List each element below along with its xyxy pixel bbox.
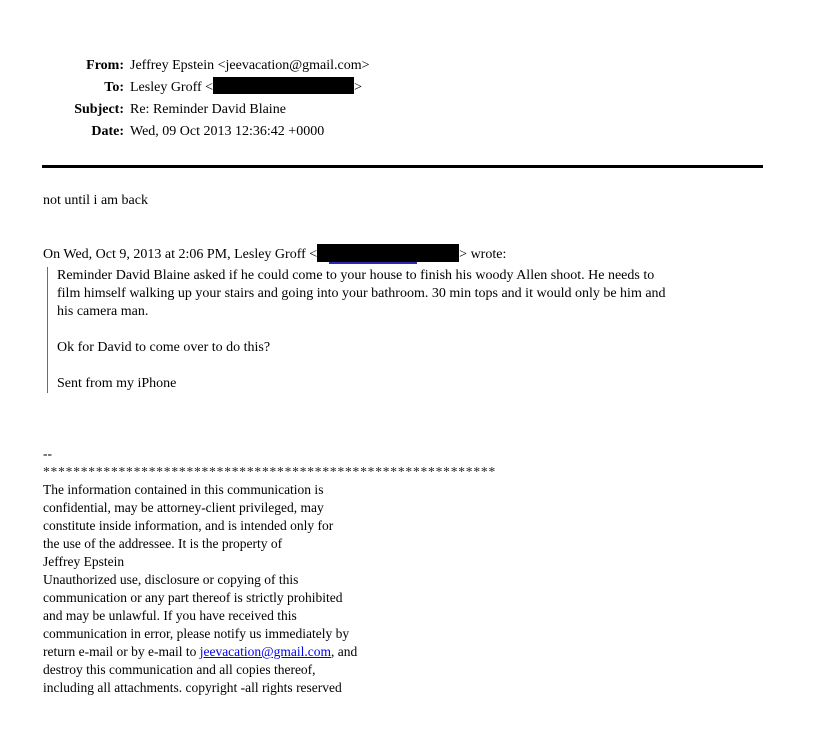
quote-attribution-after: > wrote: [459, 247, 507, 262]
disclaimer-link-after: , and [330, 644, 358, 659]
email-header [43, 55, 772, 143]
from-value: Jeffrey Epstein <jeevacation@gmail.com> [130, 58, 370, 73]
quoted-signature: Sent from my iPhone [57, 376, 177, 391]
to-value-prefix: Lesley Groff < [130, 80, 214, 95]
quoted-paragraph: Ok for David to come over to do this? [57, 340, 271, 355]
quote-attribution-line [43, 244, 772, 264]
disclaimer-line: constitute inside information, and is intended only for [43, 518, 334, 533]
date-value: Wed, 09 Oct 2013 12:36:42 +0000 [130, 124, 325, 139]
disclaimer-line: destroy this communication and all copies thereof, [43, 662, 316, 677]
from-label: From: [86, 58, 124, 73]
disclaimer-line: communication in error, please notify us immediately by [43, 626, 350, 641]
quote-attribution-before: On Wed, Oct 9, 2013 at 2:06 PM, Lesley Groff < [43, 247, 318, 262]
header-row-date [43, 121, 772, 143]
to-value-suffix: > [354, 80, 362, 95]
asterisk-divider: ************************************************************ [43, 464, 496, 479]
disclaimer-line: communication or any part thereof is strictly prohibited [43, 590, 343, 605]
quoted-line: film himself walking up your stairs and going into your bathroom. 30 min tops and it would only be him and [57, 286, 666, 301]
disclaimer-line: Unauthorized use, disclosure or copying of this [43, 572, 299, 587]
header-row-from [43, 55, 772, 77]
redaction-bar [213, 77, 354, 94]
email-link[interactable]: jeevacation@gmail.com [199, 644, 331, 659]
disclaimer-line: confidential, may be attorney-client privileged, may [43, 500, 324, 515]
header-row-subject [43, 99, 772, 121]
quoted-message [47, 267, 772, 393]
disclaimer-line: The information contained in this communication is [43, 482, 324, 497]
header-divider [42, 165, 763, 168]
subject-label: Subject: [74, 102, 124, 117]
disclaimer-line: Jeffrey Epstein [43, 554, 125, 569]
quoted-paragraph [57, 267, 772, 321]
date-label: Date: [91, 124, 124, 139]
reply-text: not until i am back [43, 193, 148, 208]
quoted-line: his camera man. [57, 304, 149, 319]
disclaimer-link-before: return e-mail or by e-mail to [43, 644, 200, 659]
signature-separator: -- [43, 446, 52, 461]
redaction-bar [317, 244, 459, 262]
to-label: To: [104, 80, 124, 95]
subject-value: Re: Reminder David Blaine [130, 102, 286, 117]
disclaimer-line: including all attachments. copyright -all rights reserved [43, 680, 342, 695]
disclaimer-line: and may be unlawful. If you have received this [43, 608, 297, 623]
disclaimer-line: the use of the addressee. It is the property of [43, 536, 283, 551]
disclaimer-footer [43, 445, 772, 697]
quoted-line: Reminder David Blaine asked if he could come to your house to finish his woody Allen shoot. He needs to [57, 268, 655, 283]
redacted-email-link-underline [329, 262, 417, 264]
header-row-to [43, 77, 772, 99]
disclaimer-link-line [43, 643, 772, 661]
